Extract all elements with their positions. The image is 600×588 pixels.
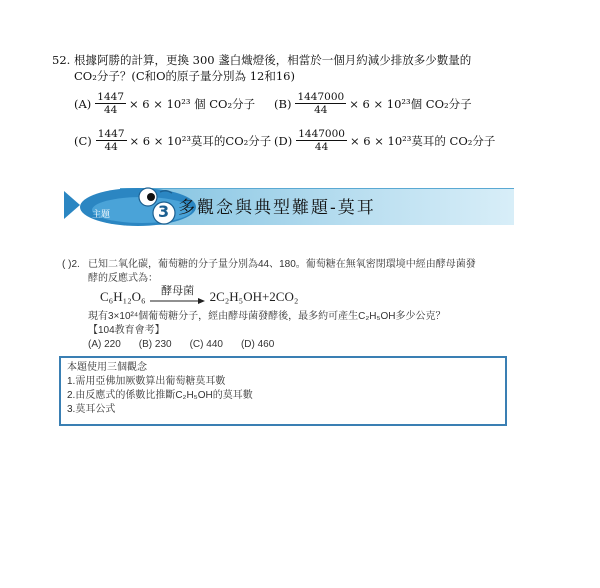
arrow-icon: [150, 297, 206, 305]
concept-note-box: [59, 356, 507, 426]
option-text: × 6 × 10²³ 個 CO₂分子: [129, 96, 256, 111]
option-b[interactable]: [274, 91, 472, 116]
q2-line-3: 現有3×10²⁴個葡萄糖分子，經由酵母菌發酵後，最多約可產生C₂H₅OH多少公克？: [88, 311, 446, 322]
equation-left: C₆H₁₂O₆: [100, 289, 146, 304]
choice-d[interactable]: (D) 460: [240, 339, 275, 350]
question-stem: [74, 52, 544, 84]
note-line: 3.莫耳公式: [67, 404, 116, 415]
badge-number: 3: [158, 202, 170, 221]
answer-paren[interactable]: ( )2.: [62, 259, 80, 270]
question-number: 52.: [52, 53, 71, 67]
stem-line-1: 根據阿勝的計算，更換 300 盞白熾燈後，相當於一個月約減少排放多少數量的: [74, 53, 472, 67]
fraction: $\frac{1447000}{44}$: [297, 91, 345, 116]
option-text: × 6 × 10²³莫耳的CO₂分子: [129, 133, 272, 148]
exam-source: 【104教育會考】: [88, 325, 165, 336]
option-label: (D): [274, 133, 293, 148]
badge-label: 主題: [92, 210, 111, 220]
option-text: × 6 × 10²³個 CO₂分子: [349, 96, 472, 111]
section-title: 多觀念與典型難題-莫耳: [178, 198, 376, 218]
note-line: 2.由反應式的係數比推斷C₂H₅OH的莫耳數: [67, 390, 253, 401]
option-c[interactable]: [74, 128, 271, 153]
option-a[interactable]: [74, 91, 255, 116]
question-2-prompt: [88, 310, 446, 338]
stem-line-2: CO₂分子？(C和O的原子量分別為 12和16): [74, 69, 295, 83]
choices-row: [88, 339, 274, 350]
fraction: $\frac{1447}{44}$: [97, 91, 125, 116]
reaction-equation: [100, 285, 298, 305]
choice-a[interactable]: (A) 220: [88, 339, 121, 350]
catalyst-label: 酵母菌: [161, 285, 195, 297]
option-label: (C): [74, 133, 92, 148]
option-label: (B): [274, 96, 292, 111]
choice-b[interactable]: (B) 230: [138, 339, 172, 350]
option-text: × 6 × 10²³莫耳的 CO₂分子: [349, 133, 496, 148]
choice-c[interactable]: (C) 440: [189, 339, 223, 350]
note-line: 本題使用三個觀念: [67, 362, 147, 373]
reaction-arrow: [150, 285, 206, 305]
question-body: [88, 258, 528, 286]
section-banner: [60, 183, 514, 227]
q2-line-1: 已知二氧化碳，葡萄糖的分子量分別為44、180。葡萄糖在無氧密閉環境中經由酵母菌發: [88, 259, 476, 270]
note-line: 1.需用亞佛加厥數算出葡萄糖莫耳數: [67, 376, 226, 387]
option-d[interactable]: [274, 128, 495, 153]
fraction: $\frac{1447}{44}$: [97, 128, 125, 153]
fraction: $\frac{1447000}{44}$: [298, 128, 345, 153]
equation-right: 2C₂H₅OH+2CO₂: [209, 289, 299, 304]
option-label: (A): [74, 96, 92, 111]
q2-line-2: 酵的反應式為：: [88, 273, 158, 284]
